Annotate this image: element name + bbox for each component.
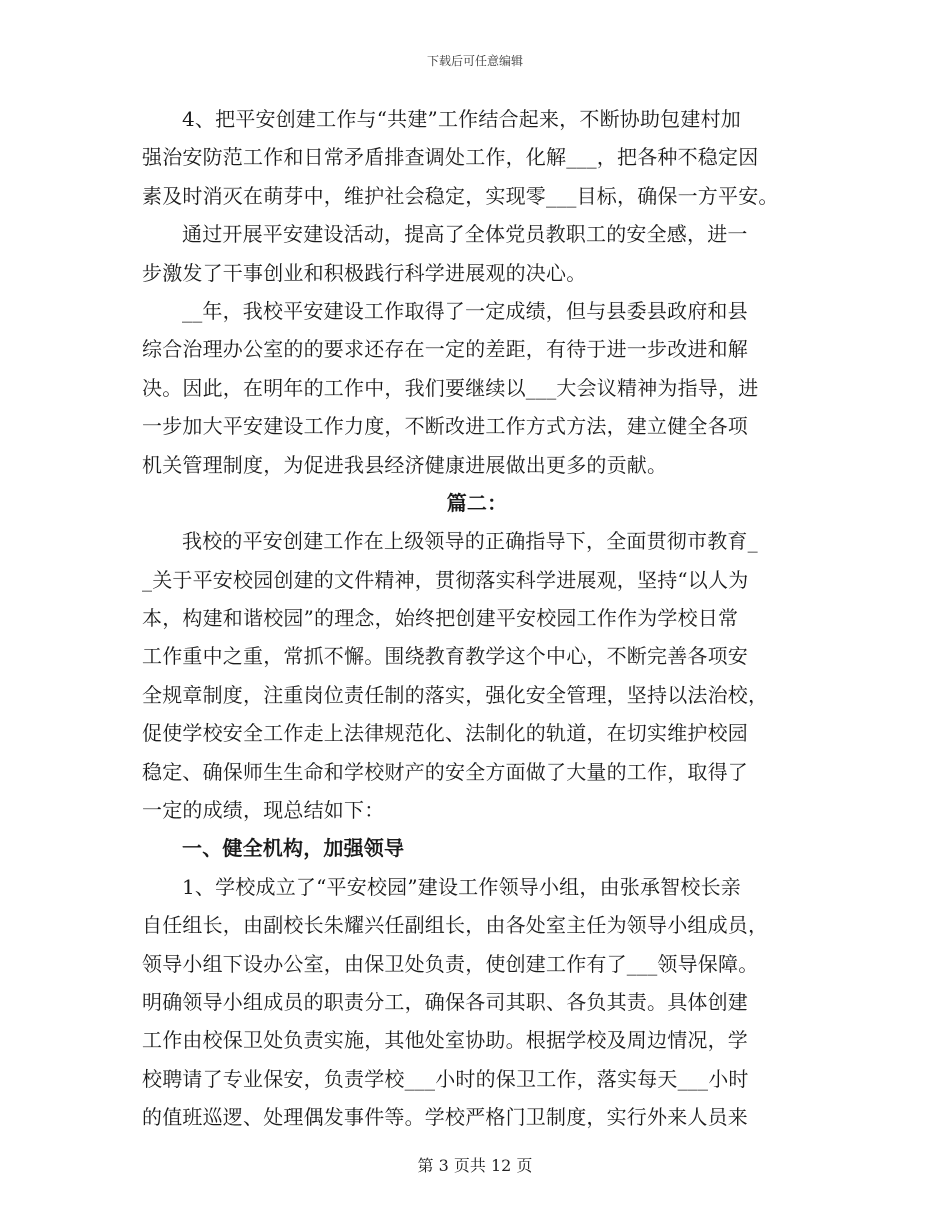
text-line: 工作由校保卫处负责实施，其他处室协助。根据学校及周边情况，学: [142, 1028, 748, 1053]
text-line: 一步加大平安建设工作力度，不断改进工作方式方法，建立健全各项: [142, 414, 748, 439]
text-line: 通过开展平安建设活动，提高了全体党员教职工的安全感，进一: [182, 222, 748, 247]
page-header: 下载后可任意编辑: [426, 54, 523, 68]
text-line: 素及时消灭在萌芽中，维护社会稳定，实现零___目标，确保一方平安。: [142, 183, 779, 208]
text-line: __年，我校平安建设工作取得了一定成绩，但与县委县政府和县: [182, 298, 748, 323]
text-line: 稳定、确保师生生命和学校财产的安全方面做了大量的工作，取得了: [142, 759, 748, 784]
text-line: _关于平安校园创建的文件精神，贯彻落实科学进展观，坚持“以人为: [142, 567, 749, 592]
text-line: 明确领导小组成员的职责分工，确保各司其职、各负其责。具体创建: [142, 989, 748, 1014]
text-line: 工作重中之重，常抓不懈。围绕教育教学这个中心，不断完善各项安: [142, 644, 748, 669]
text-line: 全规章制度，注重岗位责任制的落实，强化安全管理，坚持以法治校，: [142, 682, 769, 707]
text-line: 1、学校成立了“平安校园”建设工作领导小组，由张承智校长亲: [182, 874, 741, 899]
section-heading: 一、健全机构，加强领导: [182, 836, 405, 861]
text-line: 领导小组下设办公室，由保卫处负责，使创建工作有了___领导保障。: [142, 951, 759, 976]
text-line: 本，构建和谐校园”的理念，始终把创建平安校园工作作为学校日常: [142, 606, 739, 631]
section-title: 篇二：: [446, 490, 508, 515]
text-line: 4、把平安创建工作与“共建”工作结合起来，不断协助包建村加: [182, 107, 741, 131]
text-line: 步激发了干事创业和积极践行科学进展观的决心。: [142, 260, 587, 285]
text-line: 决。因此，在明年的工作中，我们要继续以___大会议精神为指导，进: [142, 375, 759, 400]
text-line: 自任组长，由副校长朱耀兴任副组长，由各处室主任为领导小组成员，: [142, 913, 769, 938]
text-line: 校聘请了专业保安，负责学校___小时的保卫工作，落实每天___小时: [142, 1066, 749, 1091]
text-line: 综合治理办公室的的要求还存在一定的差距，有待于进一步改进和解: [142, 337, 748, 362]
document-body: [142, 100, 812, 1137]
text-line: 的值班巡逻、处理偶发事件等。学校严格门卫制度，实行外来人员来: [142, 1105, 748, 1130]
text-line: 促使学校安全工作走上法律规范化、法制化的轨道，在切实维护校园: [142, 721, 748, 746]
text-line: 强治安防范工作和日常矛盾排查调处工作，化解___，把各种不稳定因: [142, 145, 759, 170]
page-number-footer: 第 3 页共 12 页: [417, 1156, 533, 1175]
text-line: 一定的成绩，现总结如下：: [142, 798, 385, 823]
text-line: 机关管理制度，为促进我县经济健康进展做出更多的贡献。: [142, 452, 668, 477]
text-line: 我校的平安创建工作在上级领导的正确指导下，全面贯彻市教育_: [182, 529, 758, 554]
